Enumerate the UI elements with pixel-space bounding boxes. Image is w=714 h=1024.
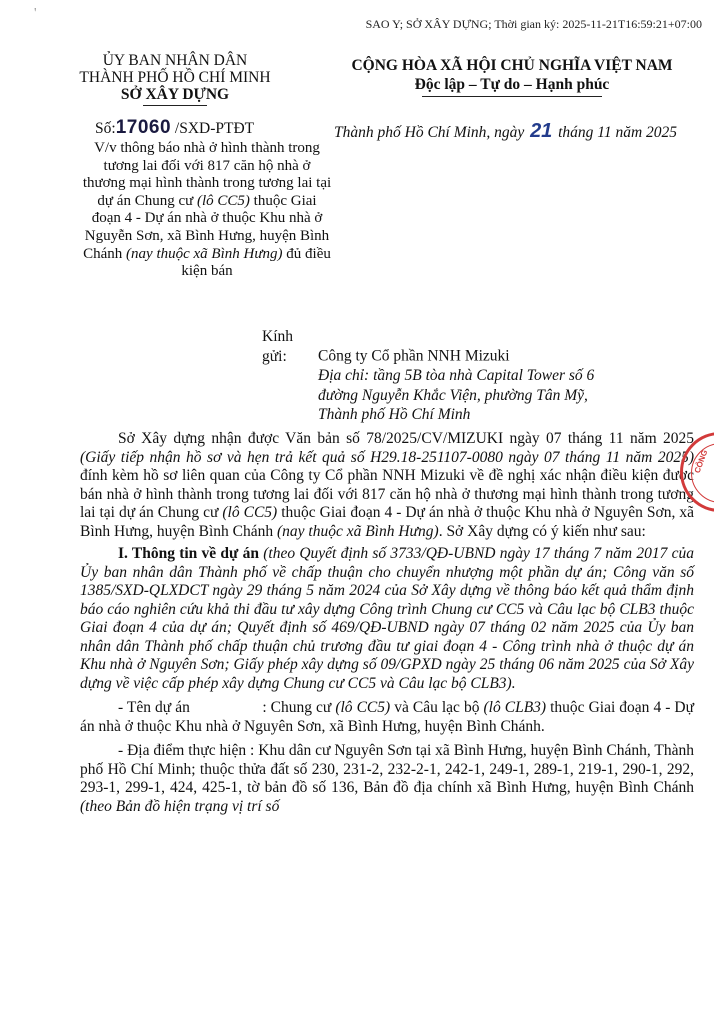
recipient-address-3: Thành phố Hồ Chí Minh [318, 406, 471, 423]
body-paragraph-intro [80, 430, 694, 541]
doc-number-value: 17060 [115, 117, 172, 138]
section-1 [80, 545, 694, 693]
body-text: thuộc Giai đoạn 4 - Dự án nhà ở thuộc Khu nhà ở Nguyên Sơn, xã Bình Hưng, huyện Bình Chánh. [80, 699, 695, 735]
document-body [80, 430, 694, 816]
subject-text-italic: (nay thuộc xã Bình Hưng) [126, 245, 283, 262]
seal-text: CÔNG [692, 448, 710, 475]
project-name-item [80, 699, 694, 736]
recipient-block [262, 327, 594, 425]
subject-line [82, 140, 332, 281]
issuer-line-3: SỞ XÂY DỰNG [120, 86, 230, 103]
nation-title: CỘNG HÒA XÃ HỘI CHỦ NGHĨA VIỆT NAM [351, 57, 673, 74]
document-number [95, 117, 254, 139]
subject-text: đủ điều kiện bán [181, 245, 331, 280]
body-text: đính kèm hồ sơ liên quan của Công ty Cổ phần NNH Mizuki về đề nghị xác nhận điều kiện được bán nhà ở hình thành trong tương lai đối với 817 căn hộ nhà ở thương mại hình thành trong tương lai tại dự án Chung cư [80, 467, 694, 521]
body-text-italic: (lô CLB3) [483, 699, 547, 716]
recipient-address-2: đường Nguyễn Khắc Viện, phường Tân Mỹ, [318, 386, 588, 404]
corner-mark: ' [34, 6, 37, 21]
document-date [334, 120, 677, 143]
recipient-label: Kính gửi: [262, 328, 293, 365]
body-text: . Sở Xây dựng có ý kiến như sau: [438, 522, 646, 540]
project-location-item [80, 742, 694, 816]
date-day: 21 [530, 120, 553, 142]
certified-copy-line: SAO Y; SỞ XÂY DỰNG; Thời gian ký: 2025-11-21T16:59:21+07:00 [365, 17, 702, 31]
body-text: và Câu lạc bộ [390, 699, 484, 716]
issuer-underline [143, 105, 207, 106]
issuer-line-1: ỦY BAN NHÂN DÂN [102, 52, 248, 69]
recipient-name: Công ty Cổ phần NNH Mizuki [318, 347, 510, 365]
nation-underline [422, 96, 602, 97]
issuer-header [40, 52, 310, 106]
body-text-italic: (lô CC5) [335, 699, 391, 716]
subject-text-italic: (lô CC5) [197, 192, 250, 209]
subject-text: thuộc Giai đoạn 4 - Dự án nhà ở thuộc Khu nhà ở Nguyễn Sơn, xã Bình Hưng, huyện Bình Chánh [83, 192, 330, 262]
body-text-italic: (theo Bản đồ hiện trạng vị trí số [80, 797, 280, 815]
nation-motto: Độc lập – Tự do – Hạnh phúc [414, 76, 610, 93]
body-text: - Địa điểm thực hiện : Khu dân cư Nguyên Sơn tại xã Bình Hưng, huyện Bình Chánh, Thành phố Hồ Chí Minh; thuộc thửa đất số 230, 231-2, 232-2-1, 242-1, 249-1, 289-1, 219-1, 290-1, 292, 293-1, 299-1, 424, 425-1, tờ bản đồ số 136, Bản đồ địa chính xã Bình Hưng, huyện Bình Chánh [80, 742, 694, 796]
body-text-italic: (Giấy tiếp nhận hồ sơ và hẹn trả kết quả số H29.18-251107-0080 ngày 07 tháng 11 năm 2025) [80, 448, 694, 466]
section-1-title: I. Thông tin về dự án [118, 545, 259, 562]
issuer-line-2: THÀNH PHỐ HỒ CHÍ MINH [79, 69, 271, 86]
body-text-italic: (nay thuộc xã Bình Hưng) [276, 522, 439, 540]
nation-header [330, 56, 694, 97]
body-text: thuộc Giai đoạn 4 - Dự án nhà ở thuộc Khu nhà ở Nguyên Sơn, xã Bình Hưng, huyện Bình Chánh [80, 504, 694, 540]
body-text-italic: (lô CC5) [222, 504, 278, 521]
body-text: Sở Xây dựng nhận được Văn bản số 78/2025/CV/MIZUKI ngày 07 tháng 11 năm 2025 [118, 430, 694, 447]
doc-number-suffix: /SXD-PTĐT [171, 120, 255, 137]
subject-text: V/v thông báo nhà ở hình thành trong tương lai đối với 817 căn hộ nhà ở thương mại hình thành trong tương lai tại dự án Chung cư [82, 140, 332, 209]
section-1-references: (theo Quyết định số 3733/QĐ-UBND ngày 17 tháng 7 năm 2017 của Ủy ban nhân dân Thành phố về chấp thuận cho chuyển nhượng một phần dự án; Công văn số 1385/SXD-QLXDCT ngày 29 tháng 5 năm 2024 của Sở Xây dựng về thông báo kết quả thẩm định báo cáo nghiên cứu khả thi đầu tư xây dựng Công trình Chung cư CC5 và Câu lạc bộ CLB3 thuộc Giai đoạn 4 của dự án; Quyết định số 469/QĐ-UBND ngày 07 tháng 02 năm 2025 của Ủy ban nhân dân Thành phố chấp thuận chủ trương đầu tư giai đoạn 4 - Công trình nhà ở thuộc dự án Khu nhà ở Nguyên Sơn; Giấy phép xây dựng số 09/GPXD ngày 25 tháng 06 năm 2025 của Sở Xây dựng về việc cấp phép xây dựng Chung cư CC5 và Câu lạc bộ CLB3). [80, 545, 694, 692]
doc-number-prefix: Số: [95, 120, 116, 137]
date-suffix: tháng 11 năm 2025 [558, 124, 678, 141]
date-prefix: Thành phố Hồ Chí Minh, ngày [334, 124, 525, 141]
body-text: - Tên dự án : Chung cư [118, 699, 336, 716]
recipient-address-1: Địa chỉ: tầng 5B tòa nhà Capital Tower số 6 [318, 367, 595, 384]
